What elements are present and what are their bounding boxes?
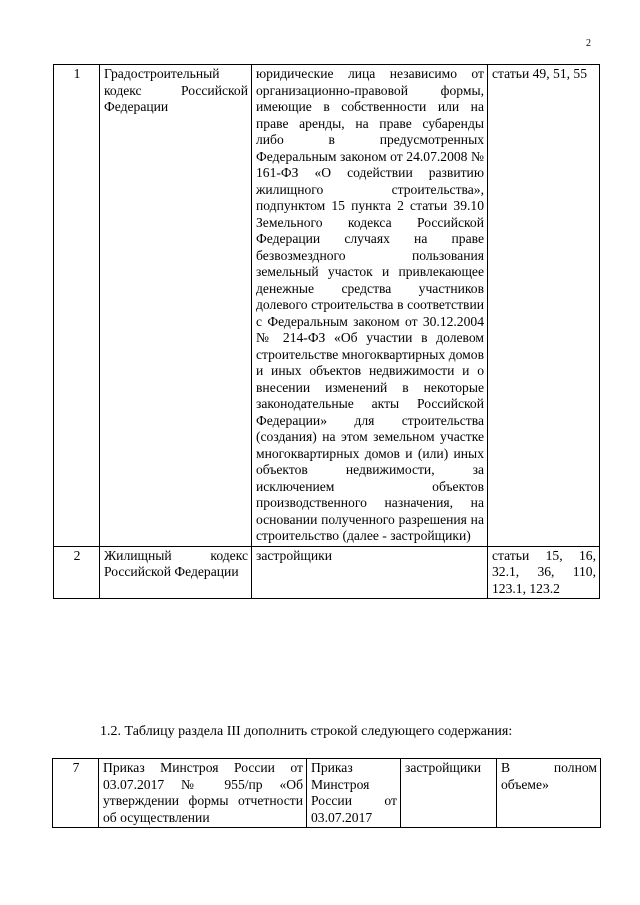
structural-units: статьи 15, 16, 32.1, 36, 110, 123.1, 123.2 [488, 546, 600, 599]
table-row [53, 759, 601, 828]
row-number: 7 [53, 759, 99, 828]
act-name: Приказ Минстроя России от 03.07.2017 № 955/пр «Об утверждении формы отчетности об осуществлении [99, 759, 307, 828]
added-row-table [52, 758, 601, 828]
regulated-subjects: застройщики [401, 759, 497, 828]
row-number: 2 [54, 546, 100, 599]
amendment-paragraph: 1.2. Таблицу раздела III дополнить строкой следующего содержания: [100, 724, 513, 739]
applicability-scope: В полном объеме» [497, 759, 601, 828]
structural-units: статьи 49, 51, 55 [488, 65, 600, 547]
page-number: 2 [586, 38, 591, 49]
legal-acts-table [53, 64, 600, 599]
regulated-subjects: юридические лица независимо от организационно-правовой формы, имеющие в собственности или на праве аренды, на праве субаренды либо в предусмотренных Федеральным законом от 24.07.2008 № 161-ФЗ «О содействии развитию жилищного строительства», подпунктом 15 пункта 2 статьи 39.10 Земельного кодекса Российской Федерации случаях на праве безвозмездного пользования земельный участок и привлекающее денежные средства участников долевого строительства в соответствии с Федеральным законом от 30.12.2004 № 214-ФЗ «Об участии в долевом строительстве многоквартирных домов и иных объектов недвижимости и о внесении изменений в некоторые законодательные акты Российской Федерации» для строительства (создания) на этом земельном участке многоквартирных домов и (или) иных объектов недвижимости, за исключением объектов производственного назначения, на основании полученного разрешения на строительство (далее - застройщики) [252, 65, 488, 547]
act-name: Градостроительный кодекс Российской Федерации [100, 65, 252, 547]
row-number: 1 [54, 65, 100, 547]
act-name: Жилищный кодекс Российской Федерации [100, 546, 252, 599]
table-row [54, 65, 600, 547]
table-row [54, 546, 600, 599]
act-short-name: Приказ Минстроя России от 03.07.2017 [307, 759, 401, 828]
regulated-subjects: застройщики [252, 546, 488, 599]
